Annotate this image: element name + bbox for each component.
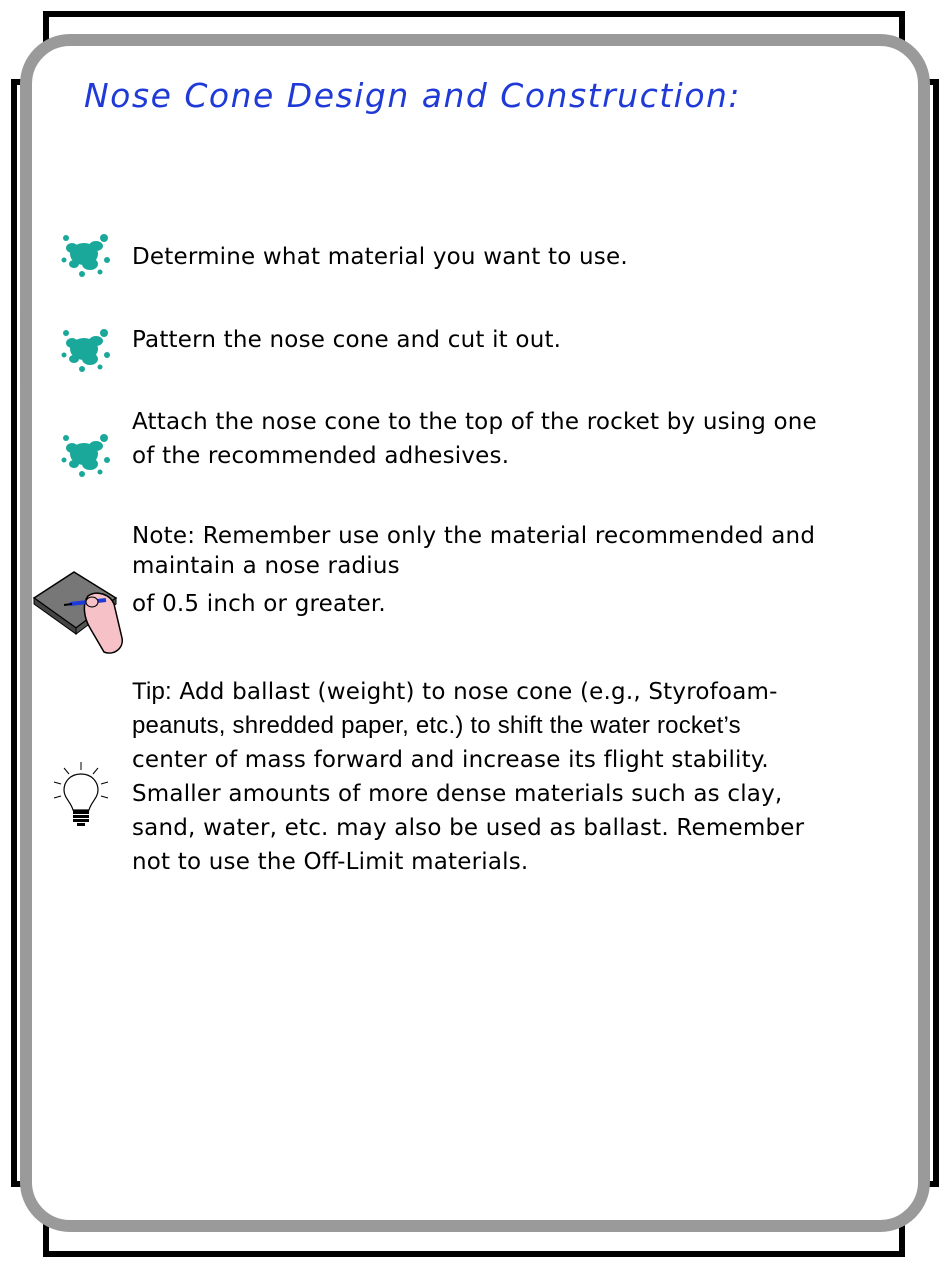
tip-line-1 bbox=[132, 675, 872, 709]
note-line-2: maintain a nose radius bbox=[132, 553, 400, 579]
bullet-1-text: Determine what material you want to use. bbox=[132, 244, 628, 270]
tip-line-1-rest: Add ballast (weight) to nose cone (e.g., Styrofoam- bbox=[171, 679, 778, 705]
bullet-3-text bbox=[132, 405, 872, 473]
tip-line-6: not to use the Off-Limit materials. bbox=[132, 849, 529, 875]
tip-line-5: sand, water, etc. may also be used as ballast. Remember bbox=[132, 815, 805, 841]
paint-splat-icon bbox=[60, 325, 112, 373]
bullet-3-line-2: of the recommended adhesives. bbox=[132, 443, 510, 469]
paint-splat-icon bbox=[60, 230, 112, 278]
bullet-2-text: Pattern the nose cone and cut it out. bbox=[132, 327, 562, 353]
paint-splat-icon bbox=[60, 430, 112, 478]
tip-label: Tip: bbox=[132, 678, 172, 705]
note-line-1: Note: Remember use only the material recommended and bbox=[132, 523, 816, 549]
tip-text bbox=[132, 675, 872, 879]
light-bulb-icon bbox=[50, 760, 112, 832]
note-line-3: of 0.5 inch or greater. bbox=[132, 591, 386, 617]
tip-line-4: Smaller amounts of more dense materials such as clay, bbox=[132, 781, 783, 807]
page-title: Nose Cone Design and Construction: bbox=[84, 76, 742, 115]
bullet-3-line-1: Attach the nose cone to the top of the rocket by using one bbox=[132, 409, 817, 435]
tip-line-3: center of mass forward and increase its flight stability. bbox=[132, 747, 769, 773]
tip-line-2: peanuts, shredded paper, etc.) to shift the water rocket’s bbox=[132, 712, 741, 739]
note-text bbox=[132, 519, 872, 629]
hand-writing-notepad-icon bbox=[30, 568, 124, 656]
